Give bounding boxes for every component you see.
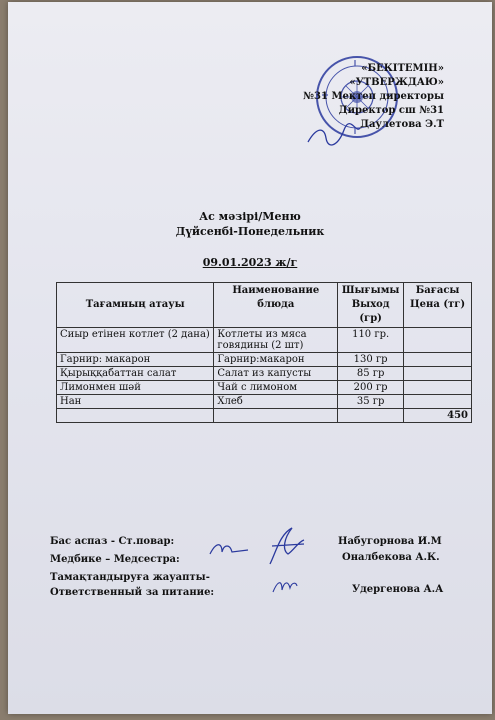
menu-title: Ас мәзірі/Меню bbox=[199, 210, 301, 223]
approval-line-2: «УТВЕРЖДАЮ» bbox=[349, 77, 444, 88]
table-cell bbox=[214, 409, 338, 423]
table-row bbox=[57, 328, 472, 353]
nurse-name: Оналбекова А.К. bbox=[342, 552, 440, 563]
table-cell: Чай с лимоном bbox=[214, 381, 338, 395]
nurse-role: Медбике – Медсестра: bbox=[50, 554, 180, 565]
responsible-signature bbox=[270, 574, 300, 598]
table-cell: Хлеб bbox=[214, 395, 338, 409]
table-cell: Гарнир:макарон bbox=[214, 353, 338, 367]
total-price: 450 bbox=[404, 409, 472, 423]
table-row bbox=[57, 395, 472, 409]
document-page bbox=[8, 2, 492, 714]
table-cell bbox=[404, 367, 472, 381]
approval-line-1: «БЕКІТЕМІН» bbox=[361, 63, 444, 74]
table-cell bbox=[404, 381, 472, 395]
cook-name: Набугорнова И.М bbox=[338, 536, 442, 547]
table-cell: 130 гр bbox=[338, 353, 404, 367]
column-header: Тағамның атауы bbox=[57, 283, 214, 328]
table-cell: Қырыққабаттан салат bbox=[57, 367, 214, 381]
table-cell bbox=[404, 328, 472, 353]
table-cell bbox=[338, 409, 404, 423]
table-row bbox=[57, 381, 472, 395]
table-cell: Лимонмен шәй bbox=[57, 381, 214, 395]
menu-date bbox=[8, 256, 492, 269]
table-cell bbox=[404, 353, 472, 367]
cook-signature bbox=[208, 538, 252, 560]
table-cell: Салат из капусты bbox=[214, 367, 338, 381]
table-cell bbox=[404, 395, 472, 409]
menu-date-text: 09.01.2023 ж/г bbox=[202, 256, 298, 269]
table-cell: Нан bbox=[57, 395, 214, 409]
responsible-role-kz: Тамақтандыруға жауапты- bbox=[50, 572, 210, 583]
table-row bbox=[57, 353, 472, 367]
table-cell: Сиыр етінен котлет (2 дана) bbox=[57, 328, 214, 353]
table-cell: Гарнир: макарон bbox=[57, 353, 214, 367]
approval-line-5: Даулетова Э.Т bbox=[360, 119, 444, 130]
table-cell: 110 гр. bbox=[338, 328, 404, 353]
cook-role: Бас аспаз - Ст.повар: bbox=[50, 536, 175, 547]
table-cell: 85 гр bbox=[338, 367, 404, 381]
table-cell: 200 гр bbox=[338, 381, 404, 395]
table-header-row bbox=[57, 283, 472, 328]
column-header: Бағасы Цена (тг) bbox=[404, 283, 472, 328]
approval-line-3: №31 Мектеп директоры bbox=[303, 91, 444, 102]
table-total-row bbox=[57, 409, 472, 423]
responsible-name: Удергенова А.А bbox=[352, 584, 444, 595]
table-cell bbox=[57, 409, 214, 423]
table-cell: 35 гр bbox=[338, 395, 404, 409]
responsible-role-ru: Ответственный за питание: bbox=[50, 587, 215, 598]
table-row bbox=[57, 367, 472, 381]
menu-day: Дүйсенбі-Понедельник bbox=[175, 225, 325, 238]
menu-table bbox=[56, 282, 472, 423]
column-header: Наименование блюда bbox=[214, 283, 338, 328]
column-header: Шығымы Выход (гр) bbox=[338, 283, 404, 328]
approval-line-4: Директор сш №31 bbox=[338, 105, 444, 116]
nurse-signature bbox=[262, 524, 308, 568]
director-signature bbox=[304, 120, 364, 150]
table-cell: Котлеты из мяса говядины (2 шт) bbox=[214, 328, 338, 353]
